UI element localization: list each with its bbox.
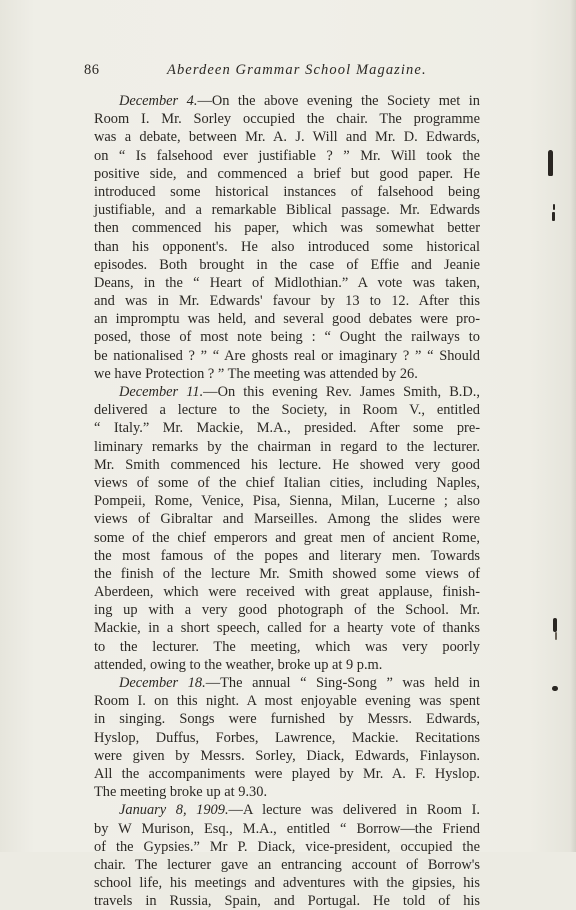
page-edge-shadow <box>570 0 576 852</box>
text-line: The meeting broke up at 9.30. <box>94 784 268 801</box>
text-line: then commenced his paper, which was somewhat better <box>94 220 480 237</box>
text-line: December 18.—The annual “ Sing-Song ” was held in <box>119 675 480 691</box>
text-line: on “ Is falsehood ever justifiable ? ” Mr. Will took the <box>94 147 480 164</box>
text-line: Aberdeen, which were received with great applause, finish- <box>94 584 480 601</box>
margin-ink-mark <box>555 632 557 640</box>
page-number: 86 <box>84 62 100 78</box>
text-line: and was in Mr. Edwards' favour by 13 to 12. After this <box>94 293 480 310</box>
text-line: was a debate, between Mr. A. J. Will and Mr. D. Edwards, <box>94 129 480 146</box>
text-line: Deans, in the “ Heart of Midlothian.” A vote was taken, <box>94 274 480 291</box>
text-line: be nationalised ? ” “ Are ghosts real or imaginary ? ” “ Should <box>94 347 480 364</box>
text-line: episodes. Both brought in the case of Effie and Jeanie <box>94 256 480 273</box>
text-line: Room I. Mr. Sorley occupied the chair. The programme <box>94 111 480 128</box>
text-line: Pompeii, Rome, Venice, Pisa, Sienna, Milan, Lucerne ; also <box>94 493 480 510</box>
text-line: an impromptu was held, and several good debates were pro- <box>94 311 480 328</box>
text-line: December 11.—On this evening Rev. James Smith, B.D., <box>119 384 480 400</box>
text-line: travels in Russia, Spain, and Portugal. He told of his <box>94 893 480 910</box>
text-line: views of some of the chief Italian cities, including Naples, <box>94 474 480 491</box>
text-line: posed, those of most note being : “ Ought the railways to <box>94 329 480 346</box>
text-line: introduced some historical instances of falsehood being <box>94 183 480 200</box>
text-line: December 4.—On the above evening the Society met in <box>119 93 480 109</box>
text-line: were given by Messrs. Sorley, Diack, Edwards, Finlayson. <box>94 747 480 764</box>
text-line: we have Protection ? ” The meeting was attended by 26. <box>94 365 418 382</box>
text-line: of the Gypsies.” Mr P. Diack, vice-president, occupied the <box>94 838 480 855</box>
text-line: school life, his meetings and adventures with the gipsies, his <box>94 875 480 892</box>
running-title: Aberdeen Grammar School Magazine. <box>167 62 427 78</box>
text-line: some of the chief emperors and great men of ancient Rome, <box>94 529 480 546</box>
text-line: chair. The lecturer gave an entrancing account of Borrow's <box>94 856 480 873</box>
margin-ink-mark <box>553 618 557 632</box>
margin-ink-mark <box>552 212 555 221</box>
text-line: Mr. Smith commenced his lecture. He showed very good <box>94 456 480 473</box>
text-line: Mackie, in a short speech, called for a hearty vote of thanks <box>94 620 480 637</box>
text-line: the finish of the lecture Mr. Smith showed some views of <box>94 565 480 582</box>
text-line: views of Gibraltar and Marseilles. Among the slides were <box>94 511 480 528</box>
text-line: justifiable, and a remarkable Biblical passage. Mr. Edwards <box>94 202 480 219</box>
text-line: to the lecturer. The meeting, which was very poorly <box>94 638 480 655</box>
text-line: ing up with a very good photograph of the School. Mr. <box>94 602 480 619</box>
text-line: attended, owing to the weather, broke up at 9 p.m. <box>94 656 383 673</box>
text-line: positive side, and commenced a brief but good paper. He <box>94 165 480 182</box>
text-line: January 8, 1909.—A lecture was delivered in Room I. <box>119 802 480 819</box>
margin-ink-mark <box>548 150 553 176</box>
text-line: “ Italy.” Mr. Mackie, M.A., presided. After some pre- <box>94 420 480 437</box>
text-line: the most famous of the popes and literary men. Towards <box>94 547 480 564</box>
text-line: Hyslop, Duffus, Forbes, Lawrence, Mackie. Recitations <box>94 729 480 746</box>
body-text <box>94 92 480 910</box>
text-line: than his opponent's. He also introduced some historical <box>94 238 480 255</box>
text-line: Room I. on this night. A most enjoyable evening was spent <box>94 693 480 710</box>
text-line: delivered a lecture to the Society, in Room V., entitled <box>94 402 480 419</box>
text-line: liminary remarks by the chairman in regard to the lecturer. <box>94 438 480 455</box>
text-line: in singing. Songs were furnished by Messrs. Edwards, <box>94 711 480 728</box>
text-line: All the accompaniments were played by Mr. A. F. Hyslop. <box>94 765 480 782</box>
margin-ink-mark <box>552 686 558 691</box>
text-line: by W Murison, Esq., M.A., entitled “ Borrow—the Friend <box>94 820 480 837</box>
margin-ink-mark <box>553 204 555 210</box>
page-header <box>84 62 478 82</box>
